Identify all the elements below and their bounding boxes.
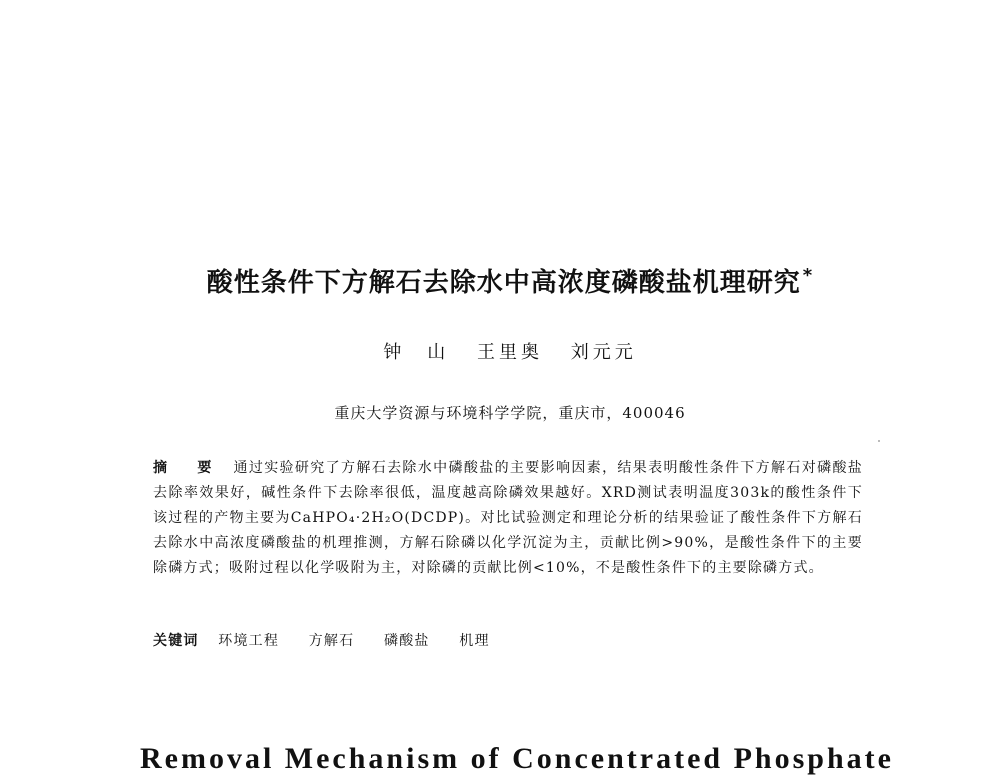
- abstract-label: 摘 要: [153, 460, 220, 476]
- abstract-text: 通过实验研究了方解石去除水中磷酸盐的主要影响因素，结果表明酸性条件下方解石对磷酸盐去除率效果好，碱性条件下去除率很低，温度越高除磷效果越好。XRD测试表明温度303k的酸性条件下该过程的产物主要为CaHPO₄·2H₂O(DCDP)。对比试验测定和理论分析的结果验证了酸性条件下方解石去除水中高浓度磷酸盐的机理推测，方解石除磷以化学沉淀为主，贡献比例>90%，是酸性条件下的主要除磷方式；吸附过程以化学吸附为主，对除磷的贡献比例<10%，不是酸性条件下的主要除磷方式。: [153, 460, 864, 576]
- keywords-label: 关键词: [153, 633, 199, 649]
- title-footnote-mark: *: [802, 265, 814, 287]
- author-affiliation: 重庆大学资源与环境科学学院，重庆市，400046: [334, 404, 686, 422]
- scan-speck: [878, 440, 880, 442]
- keyword: 磷酸盐: [384, 633, 430, 649]
- author-name: 钟 山: [383, 342, 450, 363]
- keywords: [153, 630, 863, 650]
- keyword: 机理: [459, 633, 490, 649]
- keyword: 方解石: [308, 633, 355, 649]
- english-title-cropped: Removal Mechanism of Concentrated Phosphate: [140, 742, 894, 775]
- paper-title: [130, 262, 890, 299]
- author-name: 王里奥: [477, 342, 543, 363]
- author-name: 刘元元: [570, 342, 637, 363]
- author-list: [200, 338, 820, 364]
- abstract: [153, 456, 863, 581]
- keyword: 环境工程: [218, 633, 280, 649]
- paper-title-text: 酸性条件下方解石去除水中高浓度磷酸盐机理研究: [206, 268, 801, 298]
